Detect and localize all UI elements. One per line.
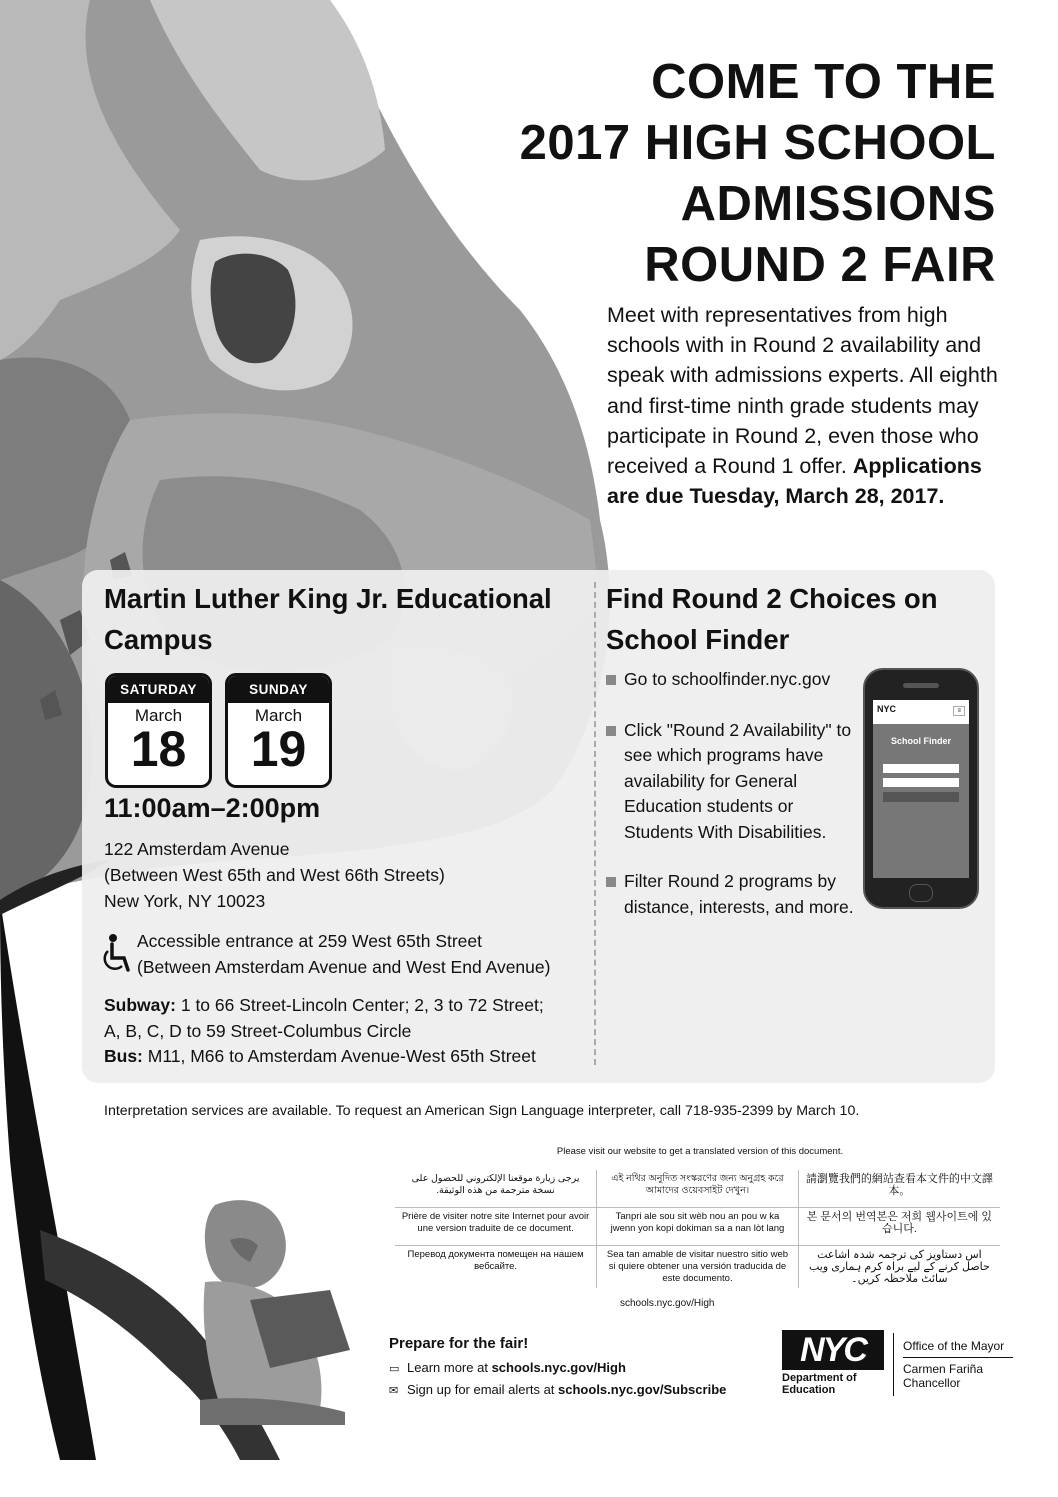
title-line-1: COME TO THE xyxy=(651,55,996,109)
venue-name: Martin Luther King Jr. Educational Campus xyxy=(104,583,552,655)
department-line: Education xyxy=(782,1384,836,1396)
panel-divider xyxy=(594,582,596,1065)
finder-step-text: Filter Round 2 programs by distance, interests, and more. xyxy=(624,871,854,917)
phone-hero xyxy=(873,724,969,878)
phone-menu-icon: ≡ xyxy=(953,706,965,716)
phone-input xyxy=(883,764,959,773)
finder-steps xyxy=(606,667,856,920)
title-line-3: ADMISSIONS xyxy=(680,177,996,231)
square-bullet-icon xyxy=(606,877,616,887)
calendar-month: March xyxy=(254,706,303,725)
finder-step xyxy=(606,718,856,846)
finder-step-text: Go to schoolfinder.nyc.gov xyxy=(624,669,831,689)
translation-urdu: اس دستاویز کی ترجمہ شدہ اشاعت حاصل کرنے کے لیے براہ کرم ہماری ویب سائٹ ملاحظہ کریں۔ xyxy=(798,1246,1000,1289)
translation-haitian: Tanpri ale sou sit wèb nou an pou w ka jwenn yon kopi dokiman sa a nan lòt lang xyxy=(597,1208,799,1246)
intro-body: Meet with representatives from high schools with in Round 2 availability and speak with admissions experts. All eighth and first-time ninth grade students may participate in Round 2, even those who received a Round 1 offer. xyxy=(607,303,998,479)
chancellor-credit xyxy=(903,1362,983,1390)
calendar-sunday xyxy=(225,673,332,788)
translation-bengali: এই নথির অনুদিত সংস্করণের জন্য অনুগ্রহ করে আমাদের ওয়েবসাইট দেখুন। xyxy=(597,1170,799,1208)
subway-label: Subway: xyxy=(104,995,176,1015)
phone-app-header xyxy=(873,700,969,724)
mayor-office: Office of the Mayor xyxy=(903,1339,1005,1353)
translation-note: Please visit our website to get a translated version of this document. xyxy=(556,1146,844,1157)
address-line: (Between West 65th and West 66th Streets) xyxy=(104,865,445,885)
phone-speaker xyxy=(903,683,939,688)
address-line: New York, NY 10023 xyxy=(104,891,266,911)
signup-link[interactable]: schools.nyc.gov/Subscribe xyxy=(558,1382,727,1397)
finder-step-text: Click "Round 2 Availability" to see which programs have availability for General Education students or Students With Disabilities. xyxy=(624,719,852,842)
translation-russian: Перевод документа помещен на нашем вебсайте. xyxy=(395,1246,597,1289)
phone-brand: NYC xyxy=(877,704,897,714)
subway-line-1 xyxy=(104,993,584,1019)
accessible-line: (Between Amsterdam Avenue and West End Avenue) xyxy=(137,957,551,977)
venue-address xyxy=(104,836,584,914)
translation-chinese: 請瀏覽我們的網站查看本文件的中文譯本。 xyxy=(798,1170,1000,1208)
title-line-4: ROUND 2 FAIR xyxy=(644,238,996,292)
subway-line-2: A, B, C, D to 59 Street-Columbus Circle xyxy=(104,1020,412,1041)
bus-text: M11, M66 to Amsterdam Avenue-West 65th Street xyxy=(147,1046,536,1066)
subway-text: 1 to 66 Street-Lincoln Center; 2, 3 to 72 Street; xyxy=(180,995,544,1015)
nyc-logo-text: NYC xyxy=(800,1331,866,1369)
phone-screen xyxy=(873,700,969,878)
calendar-month: March xyxy=(134,706,183,725)
interpretation-notice: Interpretation services are available. To request an American Sign Language interpreter, call 718-935-2399 by March 10. xyxy=(104,1103,860,1119)
learn-more-line xyxy=(389,1360,626,1375)
finder-step xyxy=(606,667,856,693)
wheelchair-icon xyxy=(98,933,132,975)
calendar-date: 18 xyxy=(130,721,187,777)
accessible-entrance xyxy=(137,928,597,980)
translation-spanish: Sea tan amable de visitar nuestro sitio web si quiere obtener una versión traducida de este documento. xyxy=(597,1246,799,1289)
signup-text: Sign up for email alerts at xyxy=(407,1382,555,1397)
phone-select xyxy=(883,778,959,787)
learn-link[interactable]: schools.nyc.gov/High xyxy=(491,1360,626,1375)
page-title xyxy=(356,52,996,296)
prepare-title: Prepare for the fair! xyxy=(389,1335,529,1352)
translation-row xyxy=(395,1208,1000,1246)
finder-step xyxy=(606,869,856,920)
accessible-line: Accessible entrance at 259 West 65th Street xyxy=(137,931,483,951)
transit-directions xyxy=(104,993,584,1070)
calendar-day-label: SUNDAY xyxy=(228,676,329,703)
phone-screen-title: School Finder xyxy=(890,736,951,746)
logo-divider xyxy=(893,1333,894,1396)
translation-arabic: يرجى زيارة موقعنا الإلكتروني للحصول على نسخة مترجمة من هذه الوثيقة. xyxy=(395,1170,597,1208)
mayor-rule xyxy=(903,1357,1013,1358)
event-time: 11:00am–2:00pm xyxy=(104,793,321,823)
envelope-icon: ✉ xyxy=(389,1385,399,1397)
phone-home-button xyxy=(909,884,933,902)
chancellor-title: Chancellor xyxy=(903,1376,961,1390)
learn-text: Learn more at xyxy=(407,1360,488,1375)
department-name xyxy=(782,1372,857,1396)
nyc-logo xyxy=(782,1330,884,1370)
calendar-day-label: SATURDAY xyxy=(108,676,209,703)
bus-line xyxy=(104,1044,584,1070)
calendar-date: 19 xyxy=(250,721,307,777)
translation-korean: 본 문서의 번역본은 저희 웹사이트에 있습니다. xyxy=(798,1208,1000,1246)
square-bullet-icon xyxy=(606,726,616,736)
department-line: Department of xyxy=(782,1372,857,1384)
chancellor-name: Carmen Fariña xyxy=(903,1362,984,1376)
address-line: 122 Amsterdam Avenue xyxy=(104,839,290,859)
title-line-2: 2017 HIGH SCHOOL xyxy=(519,116,996,170)
bus-label: Bus: xyxy=(104,1046,143,1066)
translation-row xyxy=(395,1170,1000,1208)
calendar-saturday xyxy=(105,673,212,788)
translation-french: Prière de visiter notre site Internet pour avoir une version traduite de ce document. xyxy=(395,1208,597,1246)
computer-icon: ▭ xyxy=(389,1363,400,1375)
translation-url[interactable]: schools.nyc.gov/High xyxy=(620,1298,715,1309)
application-deadline: Applications are due Tuesday, March 28, 2017. xyxy=(607,454,982,509)
translation-table xyxy=(395,1170,1000,1288)
phone-search-button xyxy=(883,792,959,802)
finder-heading: Find Round 2 Choices on School Finder xyxy=(606,583,938,655)
signup-line xyxy=(389,1382,726,1397)
intro-paragraph xyxy=(607,300,1007,511)
translation-row xyxy=(395,1246,1000,1289)
square-bullet-icon xyxy=(606,675,616,685)
smartphone-illustration xyxy=(863,668,979,909)
